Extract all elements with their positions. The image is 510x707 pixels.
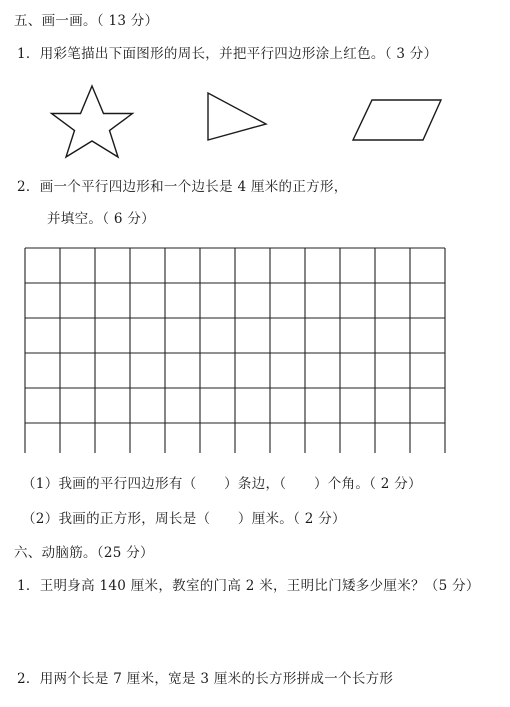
shapes-row [0, 0, 510, 160]
section-6-question-1: 1．王明身高 140 厘米，教室的门高 2 米，王明比门矮多少厘米？（5 分） [17, 578, 480, 594]
drawing-grid[interactable] [24, 247, 456, 453]
question-2-text-continued: 并填空。（ 6 分） [47, 211, 155, 227]
parallelogram-shape [353, 100, 441, 140]
question-1-text: 1．用彩笔描出下面图形的周长，并把平行四边形涂上红色。（ 3 分） [17, 46, 438, 62]
section-6-question-2: 2．用两个长是 7 厘米，宽是 3 厘米的长方形拼成一个长方形 [17, 671, 394, 687]
star-shape [52, 86, 133, 157]
fill-in-question-1: （1）我画的平行四边形有（ ）条边，（ ）个角。（ 2 分） [22, 476, 422, 492]
section-6-title: 六、动脑筋。（25 分） [14, 545, 154, 561]
question-2-text: 2．画一个平行四边形和一个边长是 4 厘米的正方形， [17, 179, 348, 195]
section-5-title: 五、画一画。（ 13 分） [14, 13, 159, 29]
right-triangle-shape [208, 93, 266, 140]
fill-in-question-2: （2）我画的正方形，周长是（ ）厘米。（ 2 分） [22, 511, 346, 527]
